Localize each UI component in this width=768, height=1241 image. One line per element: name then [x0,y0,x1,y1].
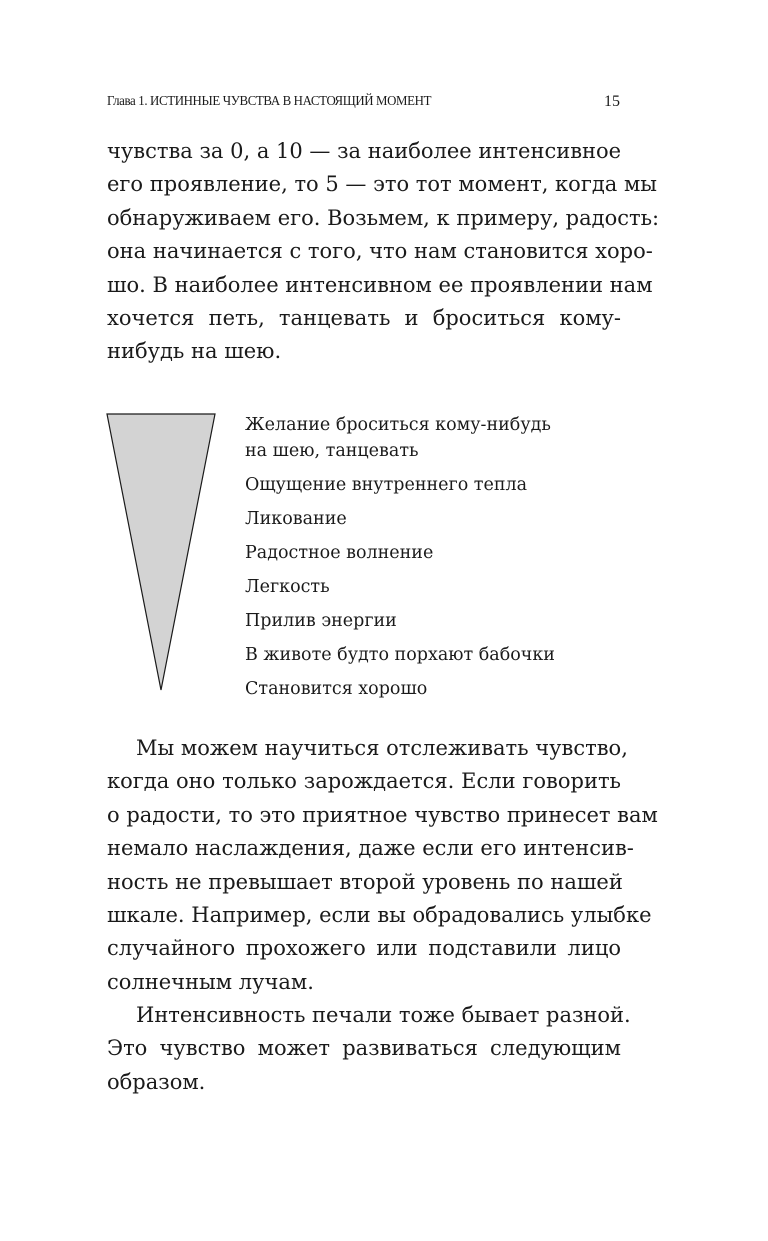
text-line: ность не превышает второй уровень по нашей [107,869,623,894]
intensity-level-label: Становится хорошо [245,679,428,699]
text-line: шо. В наиболее интенсивном ее проявлении нам [107,272,653,297]
intensity-level-label: Ощущение внутреннего тепла [245,475,528,495]
joy-intensity-diagram [105,412,625,702]
inverted-triangle-scale [105,412,217,694]
text-line: она начинается с того, что нам становится хоро- [107,239,653,264]
intensity-level-label: Ликование [245,509,347,529]
intensity-level-label: Радостное волнение [245,543,434,563]
intensity-level-label: Прилив энергии [245,611,397,631]
intensity-triangle-shape [107,414,215,690]
text-line: Это чувство может развиваться следующим [107,1036,621,1061]
intensity-level-list [245,412,555,710]
text-line: образом. [107,1069,206,1094]
paragraph-2 [107,732,658,999]
text-line: когда оно только зарождается. Если говорить [107,769,621,794]
text-line: Мы можем научиться отслеживать чувство, [136,736,628,760]
text-line: шкале. Например, если вы обрадовались улыбке [107,903,652,928]
intensity-level-label: В животе будто порхают бабочки [245,645,555,665]
text-line: нибудь на шею. [107,339,282,364]
text-line: хочется петь, танцевать и броситься кому- [107,306,621,331]
text-line: случайного прохожего или подставили лицо [107,936,621,961]
text-line: обнаруживаем его. Возьмем, к примеру, радость: [107,205,660,230]
text-line: немало наслаждения, даже если его интенсив- [107,836,634,861]
text-line: чувства за 0, а 10 — за наиболее интенсивное [107,139,622,163]
intensity-level-label: Желание броситься кому-нибудь на шею, танцевать [245,415,551,461]
intensity-level-label: Легкость [245,577,330,597]
text-line: его проявление, то 5 — это тот момент, когда мы [107,172,657,197]
paragraph-1 [107,135,660,369]
text-line: Интенсивность печали тоже бывает разной. [136,1003,631,1027]
text-line: солнечным лучам. [107,969,314,994]
page-number: 15 [604,93,620,110]
text-line: о радости, то это приятное чувство принесет вам [107,802,658,827]
running-head: Глава 1. ИСТИННЫЕ ЧУВСТВА В НАСТОЯЩИЙ МОМЕНТ [107,94,432,109]
paragraph-3 [107,999,631,1099]
